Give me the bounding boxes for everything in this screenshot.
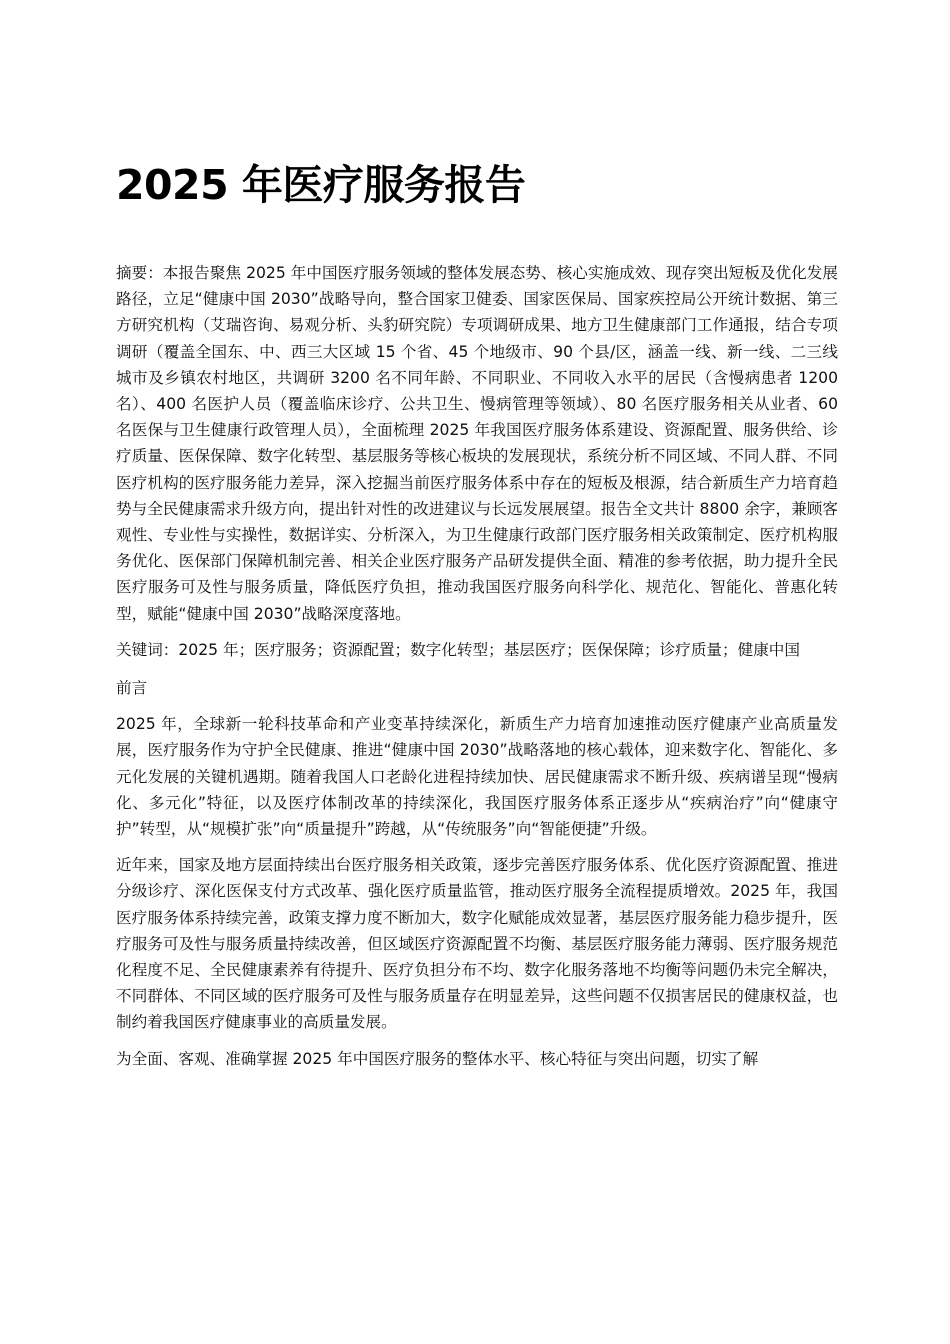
preface-heading: 前言: [116, 679, 148, 698]
report-title: 2025 年医疗服务报告: [116, 161, 526, 209]
document-body: [116, 158, 838, 1082]
keywords-paragraph: 关键词：2025 年；医疗服务；资源配置；数字化转型；基层医疗；医保保障；诊疗质量；健康中国: [116, 640, 800, 659]
body-paragraph: 近年来，国家及地方层面持续出台医疗服务相关政策，逐步完善医疗服务体系、优化医疗资源配置、推进分级诊疗、深化医保支付方式改革、强化医疗质量监管，推动医疗服务全流程提质增效。2025 年，我国医疗服务体系持续完善，政策支撑力度不断加大，数字化赋能成效显著，基层医疗服务能力稳步提升，医疗服务可及性与服务质量持续改善，但区域医疗资源配置不均衡、基层医疗服务能力薄弱、医疗服务规范化程度不足、全民健康素养有待提升、医疗负担分布不均、数字化服务落地不均衡等问题仍未完全解决，不同群体、不同区域的医疗服务可及性与服务质量存在明显差异，这些问题不仅损害居民的健康权益，也制约着我国医疗健康事业的高质量发展。: [116, 856, 838, 1032]
abstract-paragraph: 摘要：本报告聚焦 2025 年中国医疗服务领域的整体发展态势、核心实施成效、现存突出短板及优化发展路径，立足“健康中国 2030”战略导向，整合国家卫健委、国家医保局、国家疾控局公开统计数据、第三方研究机构（艾瑞咨询、易观分析、头豹研究院）专项调研成果、地方卫生健康部门工作通报，结合专项调研（覆盖全国东、中、西三大区域 15 个省、45 个地级市、90 个县/区，涵盖一线、新一线、二三线城市及乡镇农村地区，共调研 3200 名不同年龄、不同职业、不同收入水平的居民（含慢病患者 1200 名）、400 名医护人员（覆盖临床诊疗、公共卫生、慢病管理等领域）、80 名医疗服务相关从业者、60 名医保与卫生健康行政管理人员），全面梳理 2025 年我国医疗服务体系建设、资源配置、服务供给、诊疗质量、医保保障、数字化转型、基层服务等核心板块的发展现状，系统分析不同区域、不同人群、不同医疗机构的医疗服务能力差异，深入挖掘当前医疗服务体系中存在的短板及根源，结合新质生产力培育趋势与全民健康需求升级方向，提出针对性的改进建议与长远发展展望。报告全文共计 8800 余字，兼顾客观性、专业性与实操性，数据详实、分析深入，为卫生健康行政部门医疗服务相关政策制定、医疗机构服务优化、医保部门保障机制完善、相关企业医疗服务产品研发提供全面、精准的参考依据，助力提升全民医疗服务可及性与服务质量，降低医疗负担，推动我国医疗服务向科学化、规范化、智能化、普惠化转型，赋能“健康中国 2030”战略深度落地。: [116, 264, 838, 623]
body-paragraph: 为全面、客观、准确掌握 2025 年中国医疗服务的整体水平、核心特征与突出问题，切实了解: [116, 1049, 759, 1068]
body-paragraph: 2025 年，全球新一轮科技革命和产业变革持续深化，新质生产力培育加速推动医疗健康产业高质量发展，医疗服务作为守护全民健康、推进“健康中国 2030”战略落地的核心载体，迎来数字化、智能化、多元化发展的关键机遇期。随着我国人口老龄化进程持续加快、居民健康需求不断升级、疾病谱呈现“慢病化、多元化”特征，以及医疗体制改革的持续深化，我国医疗服务体系正逐步从“疾病治疗”向“健康守护”转型，从“规模扩张”向“质量提升”跨越，从“传统服务”向“智能便捷”升级。: [116, 715, 838, 839]
